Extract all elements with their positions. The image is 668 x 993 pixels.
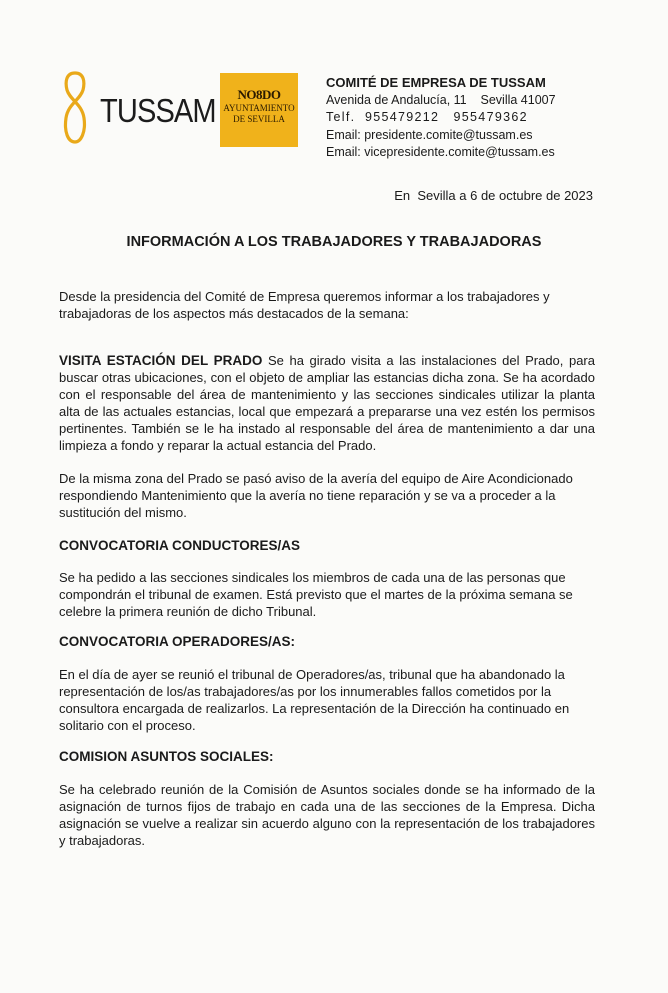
- document-date: En Sevilla a 6 de octubre de 2023: [394, 188, 593, 203]
- section-prado-text-2: De la misma zona del Prado se pasó aviso de la avería del equipo de Aire Acondicionado respondiendo Mantenimiento que la avería no tiene reparación y se va a proceder a la sustitución del mismo.: [59, 471, 573, 520]
- committee-email-vicepresident: Email: vicepresidente.comite@tussam.es: [326, 145, 555, 159]
- committee-email-president: Email: presidente.comite@tussam.es: [326, 127, 533, 142]
- committee-phones: Telf. 955479212 955479362: [326, 110, 528, 124]
- section-prado-heading: VISITA ESTACIÓN DEL PRADO: [59, 353, 263, 368]
- section-conductores-text: Se ha pedido a las secciones sindicales los miembros de cada una de las personas que compondrán el tribunal de examen. Está previsto que el martes de la próxima semana se celebre la primera reunión de dicho Tribunal.: [59, 570, 573, 619]
- intro-paragraph: Desde la presidencia del Comité de Empresa queremos informar a los trabajadores y trabajadoras de los aspectos más destacados de la semana:: [59, 289, 550, 321]
- ayuntamiento-motto: NO8DO: [237, 87, 281, 102]
- tussam-wordmark: TUSSAM: [100, 92, 216, 129]
- section-conductores-heading: CONVOCATORIA CONDUCTORES/AS: [59, 538, 301, 553]
- section-sociales-text: Se ha celebrado reunión de la Comisión de Asuntos sociales donde se ha informado de la asignación de turnos fijos de trabajo en cada una de las secciones de la Empresa. Dicha asignación se vuelve a realizar sin acuerdo alguno con la representación de los trabajadores y trabajadoras.: [59, 782, 595, 848]
- committee-contact: [326, 74, 556, 162]
- section-operadores-heading: CONVOCATORIA OPERADORES/AS:: [59, 634, 296, 649]
- section-sociales-heading: COMISION ASUNTOS SOCIALES:: [59, 749, 274, 764]
- ayuntamiento-line-2: DE SEVILLA: [233, 114, 285, 124]
- document-title: INFORMACIÓN A LOS TRABAJADORES Y TRABAJADORAS: [126, 234, 542, 250]
- section-operadores-text: En el día de ayer se reunió el tribunal de Operadores/as, tribunal que ha abandonado la representación de los/as trabajadores/as por los innumerables fallos cometidos por la consultora encargada de realizarlos. La representación de la Dirección ha continuado en solitario con el proceso.: [59, 667, 570, 733]
- ayuntamiento-logo: [220, 73, 298, 147]
- committee-address: Avenida de Andalucía, 11 Sevilla 41007: [326, 92, 556, 107]
- tussam-logo: [62, 70, 222, 150]
- ayuntamiento-line-1: AYUNTAMIENTO: [223, 103, 295, 113]
- committee-title: COMITÉ DE EMPRESA DE TUSSAM: [326, 75, 546, 90]
- section-prado-text: Se ha girado visita a las instalaciones del Prado, para buscar otras ubicaciones, con el objeto de ampliar las estancias dicha zona. Se ha acordado con el responsable del área de mantenimiento y las secciones sindicales utilizar la planta alta de las actuales estancias, local que empezará a prepararse una vez estén los permisos pertinentes. También se le ha instado al responsable del área de mantenimiento a dar una limpieza a fondo y reparar la actual estancia del Prado.: [59, 353, 595, 453]
- section-prado: [59, 352, 595, 454]
- tussam-eight-icon: [62, 70, 88, 146]
